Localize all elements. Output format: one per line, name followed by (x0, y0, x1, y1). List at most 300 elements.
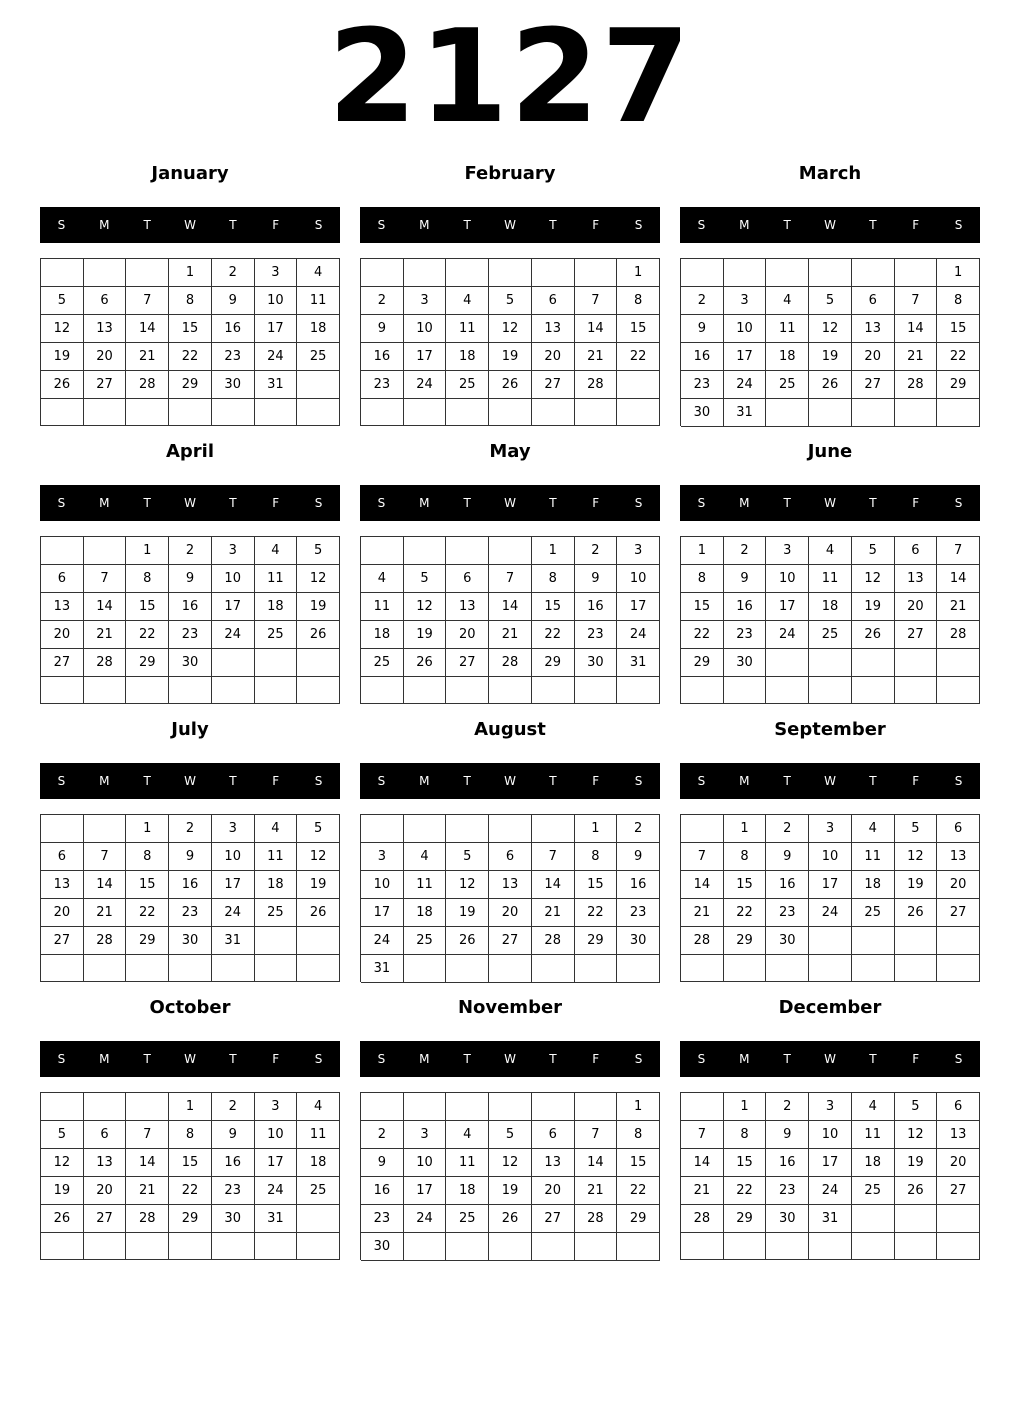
day-cell: 18 (766, 343, 809, 371)
day-cell: 24 (404, 1205, 447, 1233)
day-cell: 1 (617, 1093, 660, 1121)
day-cell (937, 649, 980, 677)
day-cell: 8 (617, 287, 660, 315)
month-name: September (774, 719, 886, 740)
day-cell: 28 (126, 371, 169, 399)
day-cell (937, 399, 980, 427)
day-cell: 9 (681, 315, 724, 343)
day-cell (617, 955, 660, 983)
weekday-label: W (184, 1052, 196, 1066)
day-cell (681, 677, 724, 704)
day-cell: 20 (446, 621, 489, 649)
weekday-label: S (314, 218, 323, 232)
weekday-label: S (634, 774, 643, 788)
day-cell: 15 (724, 1149, 767, 1177)
weekday-label: F (592, 218, 600, 232)
day-cell: 10 (724, 315, 767, 343)
weekday-label: T (869, 1052, 877, 1066)
day-cell: 24 (361, 927, 404, 955)
day-cell: 24 (809, 899, 852, 927)
day-cell: 12 (297, 843, 340, 871)
day-cell: 1 (617, 259, 660, 287)
day-cell (84, 259, 127, 287)
day-cell: 16 (361, 1177, 404, 1205)
weekday-label: S (314, 496, 323, 510)
day-cell: 25 (297, 343, 340, 371)
day-cell: 21 (681, 1177, 724, 1205)
day-cell: 7 (575, 1121, 618, 1149)
day-cell: 2 (681, 287, 724, 315)
day-cell: 22 (169, 1177, 212, 1205)
day-cell: 20 (532, 343, 575, 371)
day-cell: 24 (617, 621, 660, 649)
day-cell (575, 1093, 618, 1121)
weekday-label: M (99, 218, 110, 232)
weekday-header (360, 1041, 660, 1077)
day-cell (809, 677, 852, 704)
day-cell (169, 1233, 212, 1260)
day-cell: 8 (532, 565, 575, 593)
weekday-label: S (377, 496, 386, 510)
day-cell: 16 (212, 1149, 255, 1177)
day-cell: 19 (404, 621, 447, 649)
day-cell: 4 (255, 537, 298, 565)
weekday-label: S (954, 496, 963, 510)
day-cell: 23 (212, 1177, 255, 1205)
day-cell: 25 (361, 649, 404, 677)
day-cell (895, 399, 938, 427)
day-grid (360, 1092, 660, 1260)
day-cell: 23 (724, 621, 767, 649)
day-cell: 21 (84, 621, 127, 649)
day-cell (84, 677, 127, 704)
day-cell (852, 259, 895, 287)
day-cell: 28 (489, 649, 532, 677)
weekday-label: T (869, 496, 877, 510)
day-cell (937, 677, 980, 704)
weekday-label: T (143, 774, 151, 788)
day-cell: 12 (489, 315, 532, 343)
day-cell: 9 (766, 843, 809, 871)
weekday-label: F (592, 496, 600, 510)
day-cell (84, 537, 127, 565)
day-cell: 17 (766, 593, 809, 621)
day-cell (404, 677, 447, 704)
day-cell: 31 (617, 649, 660, 677)
day-cell: 17 (724, 343, 767, 371)
day-cell: 21 (532, 899, 575, 927)
day-cell: 18 (446, 343, 489, 371)
day-cell (681, 1093, 724, 1121)
weekday-label: S (314, 774, 323, 788)
day-cell (446, 1233, 489, 1261)
day-grid (680, 258, 980, 426)
day-cell (126, 1233, 169, 1260)
day-cell: 2 (361, 287, 404, 315)
day-cell: 17 (404, 1177, 447, 1205)
day-cell: 15 (126, 593, 169, 621)
day-cell: 2 (169, 815, 212, 843)
day-cell (297, 927, 340, 955)
day-cell (895, 1233, 938, 1260)
weekday-label: T (549, 1052, 557, 1066)
day-cell: 2 (766, 1093, 809, 1121)
day-cell: 29 (126, 649, 169, 677)
day-cell: 22 (532, 621, 575, 649)
day-cell: 18 (255, 871, 298, 899)
day-cell: 5 (446, 843, 489, 871)
day-cell (532, 815, 575, 843)
day-cell: 30 (617, 927, 660, 955)
weekday-label: M (419, 496, 430, 510)
weekday-label: F (272, 496, 280, 510)
day-cell: 27 (446, 649, 489, 677)
day-cell (895, 955, 938, 982)
day-cell (446, 537, 489, 565)
weekday-label: F (272, 218, 280, 232)
day-cell: 13 (532, 1149, 575, 1177)
day-cell: 24 (255, 1177, 298, 1205)
day-cell: 9 (724, 565, 767, 593)
day-cell: 23 (575, 621, 618, 649)
day-cell (809, 399, 852, 427)
day-cell: 27 (41, 927, 84, 955)
day-cell: 8 (724, 1121, 767, 1149)
day-cell: 18 (361, 621, 404, 649)
weekday-label: W (824, 218, 836, 232)
day-cell (532, 677, 575, 704)
day-cell: 12 (297, 565, 340, 593)
day-cell: 19 (297, 871, 340, 899)
weekday-label: S (634, 1052, 643, 1066)
day-cell (297, 677, 340, 704)
weekday-label: S (57, 774, 66, 788)
day-cell: 29 (724, 1205, 767, 1233)
day-cell: 13 (489, 871, 532, 899)
day-cell: 28 (681, 1205, 724, 1233)
day-cell: 3 (766, 537, 809, 565)
day-cell: 16 (169, 593, 212, 621)
month-name: November (457, 997, 563, 1018)
day-grid (40, 536, 340, 704)
day-cell: 12 (404, 593, 447, 621)
day-cell: 22 (126, 899, 169, 927)
day-grid (40, 814, 340, 982)
day-cell (617, 677, 660, 704)
day-cell: 14 (84, 593, 127, 621)
day-grid (360, 258, 660, 426)
day-cell: 19 (489, 1177, 532, 1205)
weekday-label: M (99, 1052, 110, 1066)
day-cell (84, 399, 127, 426)
weekday-label: W (504, 218, 516, 232)
day-cell: 1 (724, 1093, 767, 1121)
day-cell: 25 (404, 927, 447, 955)
weekday-label: W (184, 218, 196, 232)
weekday-label: S (954, 218, 963, 232)
day-cell (681, 955, 724, 982)
day-cell (404, 955, 447, 983)
day-cell (489, 955, 532, 983)
weekday-label: S (954, 1052, 963, 1066)
day-cell: 12 (489, 1149, 532, 1177)
day-cell: 28 (84, 927, 127, 955)
day-cell: 21 (895, 343, 938, 371)
day-cell: 30 (361, 1233, 404, 1261)
weekday-header (40, 1041, 340, 1077)
weekday-label: T (549, 496, 557, 510)
day-cell (446, 399, 489, 426)
day-cell (852, 927, 895, 955)
day-cell: 12 (809, 315, 852, 343)
day-cell: 21 (84, 899, 127, 927)
day-cell: 23 (361, 1205, 404, 1233)
weekday-header (40, 763, 340, 799)
day-cell: 13 (532, 315, 575, 343)
day-cell: 27 (852, 371, 895, 399)
day-cell: 10 (361, 871, 404, 899)
day-cell: 30 (212, 371, 255, 399)
day-cell (617, 399, 660, 426)
day-cell: 6 (84, 1121, 127, 1149)
day-cell (212, 399, 255, 426)
day-cell: 14 (126, 315, 169, 343)
day-cell: 23 (766, 1177, 809, 1205)
weekday-label: M (419, 1052, 430, 1066)
day-cell: 1 (937, 259, 980, 287)
weekday-label: T (229, 1052, 237, 1066)
weekday-header (360, 207, 660, 243)
day-cell: 7 (575, 287, 618, 315)
day-cell: 17 (255, 315, 298, 343)
day-cell (404, 399, 447, 426)
day-cell: 4 (404, 843, 447, 871)
day-cell: 28 (575, 1205, 618, 1233)
day-cell: 30 (575, 649, 618, 677)
day-cell: 3 (809, 1093, 852, 1121)
day-cell: 8 (617, 1121, 660, 1149)
day-cell: 26 (297, 899, 340, 927)
weekday-label: F (912, 774, 920, 788)
day-cell: 6 (446, 565, 489, 593)
day-cell: 7 (84, 843, 127, 871)
day-cell: 10 (404, 315, 447, 343)
day-cell: 11 (766, 315, 809, 343)
day-cell: 6 (84, 287, 127, 315)
day-cell (297, 1233, 340, 1260)
weekday-label: T (783, 218, 791, 232)
day-cell: 14 (84, 871, 127, 899)
day-cell: 19 (809, 343, 852, 371)
day-cell: 14 (532, 871, 575, 899)
day-cell (724, 677, 767, 704)
day-cell: 7 (937, 537, 980, 565)
day-cell: 11 (852, 843, 895, 871)
weekday-label: M (739, 774, 750, 788)
weekday-header (680, 763, 980, 799)
day-cell: 3 (617, 537, 660, 565)
day-cell: 23 (169, 899, 212, 927)
day-cell: 11 (446, 315, 489, 343)
day-cell: 18 (297, 1149, 340, 1177)
weekday-header (360, 485, 660, 521)
weekday-label: T (549, 774, 557, 788)
weekday-label: S (377, 1052, 386, 1066)
day-cell: 5 (41, 1121, 84, 1149)
day-cell (84, 1233, 127, 1260)
day-cell: 25 (852, 1177, 895, 1205)
day-cell (852, 1233, 895, 1260)
day-cell (255, 1233, 298, 1260)
weekday-label: T (143, 496, 151, 510)
day-cell: 29 (724, 927, 767, 955)
weekday-header (360, 763, 660, 799)
day-cell: 2 (617, 815, 660, 843)
day-cell: 20 (84, 1177, 127, 1205)
day-cell: 24 (809, 1177, 852, 1205)
day-cell (766, 1233, 809, 1260)
day-cell: 25 (446, 1205, 489, 1233)
day-cell (681, 259, 724, 287)
day-cell: 16 (724, 593, 767, 621)
day-cell: 14 (895, 315, 938, 343)
day-cell (532, 955, 575, 983)
day-cell: 14 (489, 593, 532, 621)
day-cell: 2 (361, 1121, 404, 1149)
day-cell (766, 649, 809, 677)
day-cell (724, 955, 767, 982)
day-cell (404, 1233, 447, 1261)
day-cell: 10 (617, 565, 660, 593)
day-cell (532, 1093, 575, 1121)
day-cell: 20 (895, 593, 938, 621)
day-cell (809, 1233, 852, 1260)
day-cell: 26 (852, 621, 895, 649)
day-cell: 29 (575, 927, 618, 955)
day-cell: 21 (937, 593, 980, 621)
day-cell (41, 815, 84, 843)
day-cell (255, 927, 298, 955)
day-cell: 3 (212, 815, 255, 843)
weekday-label: W (504, 1052, 516, 1066)
day-cell (84, 815, 127, 843)
day-cell (361, 1093, 404, 1121)
day-cell: 28 (532, 927, 575, 955)
day-cell: 2 (169, 537, 212, 565)
month-name: August (474, 719, 546, 740)
day-cell: 20 (489, 899, 532, 927)
day-cell: 25 (446, 371, 489, 399)
day-cell: 9 (766, 1121, 809, 1149)
day-cell: 14 (126, 1149, 169, 1177)
day-cell: 8 (169, 1121, 212, 1149)
weekday-label: W (504, 774, 516, 788)
day-cell: 13 (84, 315, 127, 343)
day-cell (446, 815, 489, 843)
day-cell (809, 927, 852, 955)
day-cell: 4 (446, 1121, 489, 1149)
day-cell (937, 927, 980, 955)
day-cell: 29 (617, 1205, 660, 1233)
day-cell: 26 (489, 371, 532, 399)
day-cell (895, 677, 938, 704)
day-cell (681, 1233, 724, 1260)
day-cell: 1 (169, 259, 212, 287)
month-name: July (171, 719, 209, 740)
day-cell: 22 (617, 1177, 660, 1205)
day-cell: 27 (489, 927, 532, 955)
day-cell: 29 (532, 649, 575, 677)
month-name: May (489, 441, 531, 462)
weekday-label: W (824, 496, 836, 510)
day-cell (126, 677, 169, 704)
day-cell: 6 (489, 843, 532, 871)
day-cell: 5 (809, 287, 852, 315)
weekday-label: T (869, 774, 877, 788)
day-cell: 27 (41, 649, 84, 677)
day-cell: 7 (126, 287, 169, 315)
weekday-label: F (912, 218, 920, 232)
day-cell: 22 (724, 899, 767, 927)
weekday-label: T (229, 496, 237, 510)
weekday-label: M (739, 218, 750, 232)
day-cell (361, 815, 404, 843)
day-cell: 8 (575, 843, 618, 871)
day-cell: 25 (255, 621, 298, 649)
day-cell (41, 1093, 84, 1121)
day-cell (361, 399, 404, 426)
day-cell: 24 (255, 343, 298, 371)
day-cell: 31 (212, 927, 255, 955)
day-cell: 22 (724, 1177, 767, 1205)
day-cell: 25 (255, 899, 298, 927)
day-cell: 6 (532, 1121, 575, 1149)
day-cell (212, 1233, 255, 1260)
day-cell: 24 (766, 621, 809, 649)
weekday-label: F (592, 774, 600, 788)
day-cell (489, 537, 532, 565)
day-cell: 17 (809, 1149, 852, 1177)
day-cell: 16 (617, 871, 660, 899)
day-cell: 11 (446, 1149, 489, 1177)
day-cell (532, 259, 575, 287)
day-cell: 28 (126, 1205, 169, 1233)
day-cell: 28 (895, 371, 938, 399)
weekday-label: S (377, 218, 386, 232)
day-cell: 21 (681, 899, 724, 927)
weekday-label: T (463, 1052, 471, 1066)
weekday-label: T (783, 1052, 791, 1066)
day-cell: 11 (255, 843, 298, 871)
day-cell: 5 (41, 287, 84, 315)
day-cell (404, 259, 447, 287)
day-cell: 26 (41, 371, 84, 399)
weekday-label: S (634, 496, 643, 510)
day-cell: 9 (212, 1121, 255, 1149)
day-cell: 3 (809, 815, 852, 843)
day-cell: 7 (84, 565, 127, 593)
day-cell: 12 (446, 871, 489, 899)
day-cell: 30 (766, 1205, 809, 1233)
day-cell: 13 (937, 1121, 980, 1149)
day-grid (360, 814, 660, 982)
month-name: June (807, 441, 853, 462)
day-cell: 26 (895, 899, 938, 927)
weekday-label: T (463, 774, 471, 788)
day-cell: 6 (41, 565, 84, 593)
day-cell (169, 677, 212, 704)
day-cell: 15 (681, 593, 724, 621)
